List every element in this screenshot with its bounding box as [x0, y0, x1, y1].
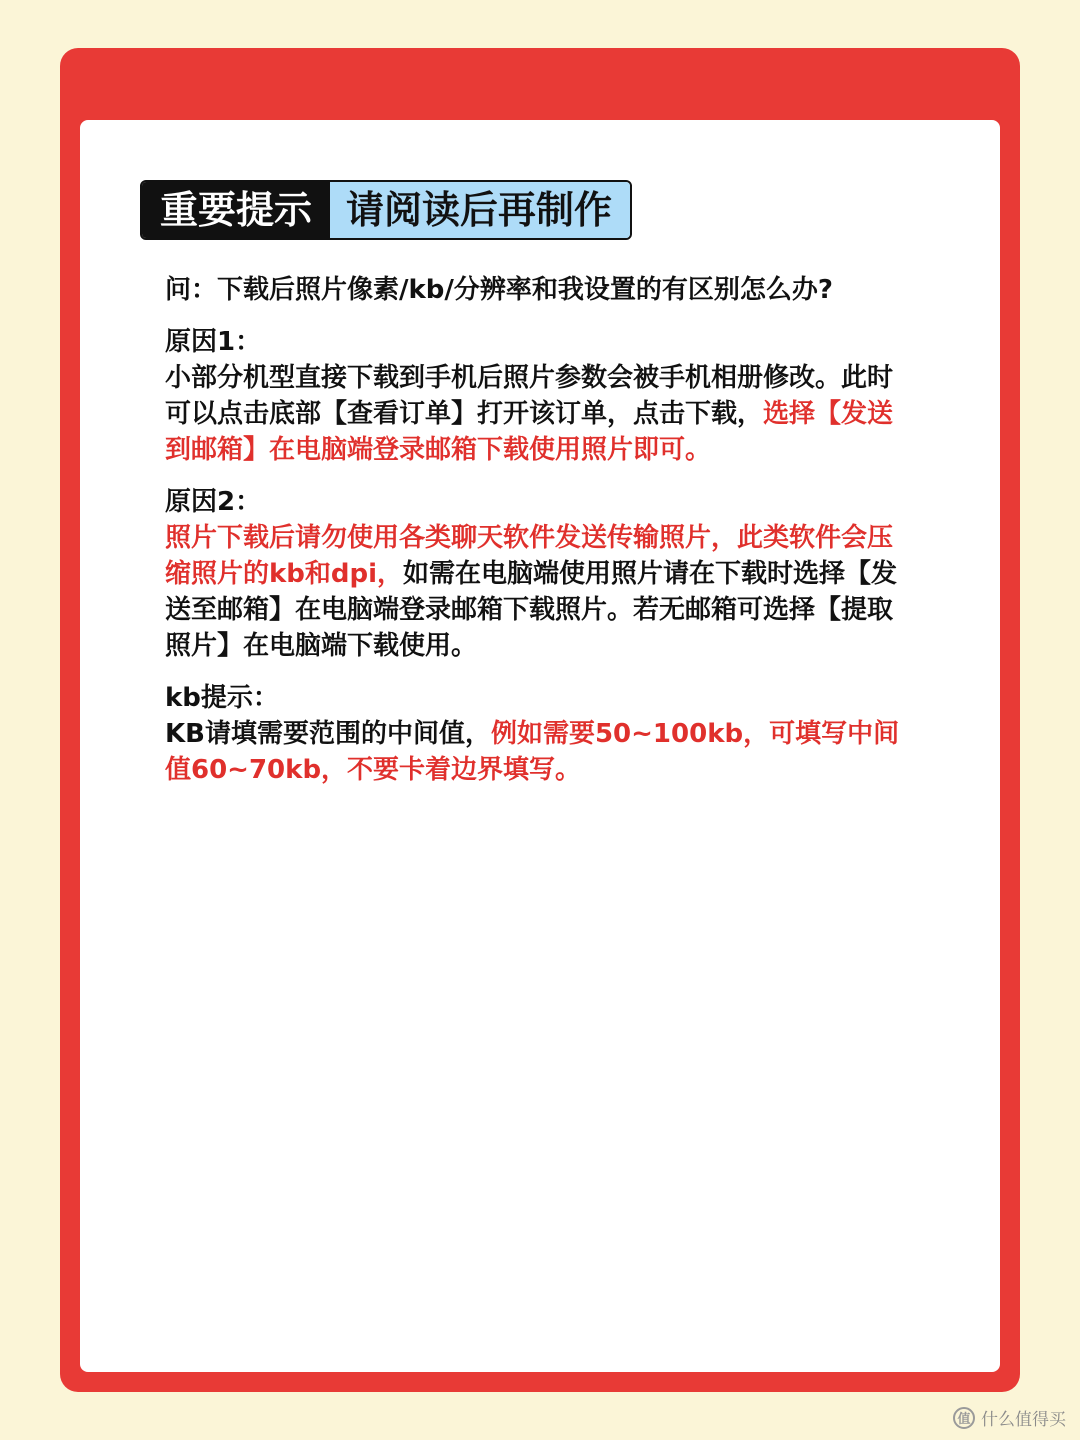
reason-1-highlight: 选择【发送到邮箱】在电脑端登录邮箱下载使用照片即可。 — [165, 399, 894, 465]
reason-2-highlight: 照片下载后请勿使用各类聊天软件发送传输照片，此类软件会压缩照片的kb和dpi， — [165, 523, 894, 589]
reason-1-block — [165, 324, 910, 468]
reason-1-text: 小部分机型直接下载到手机后照片参数会被手机相册修改。此时可以点击底部【查看订单】打开该订单，点击下载， — [165, 363, 894, 429]
kb-tip-title: kb提示： — [165, 683, 279, 713]
question-text: 问：下载后照片像素/kb/分辨率和我设置的有区别怎么办? — [165, 275, 833, 305]
kb-tip-body — [165, 716, 910, 788]
reason-2-block — [165, 484, 910, 664]
watermark-text: 什么值得买 — [981, 1410, 1066, 1430]
notice-banner — [140, 180, 632, 240]
reason-2-text: 如需在电脑端使用照片请在下载时选择【发送至邮箱】在电脑端登录邮箱下载照片。若无邮箱可选择【提取照片】在电脑端下载使用。 — [165, 559, 898, 661]
notice-content — [165, 272, 910, 804]
kb-tip-text: KB请填需要范围的中间值， — [165, 719, 491, 749]
reason-2-body — [165, 520, 910, 664]
reason-1-title: 原因1： — [165, 327, 262, 357]
banner-read-first-label: 请阅读后再制作 — [330, 182, 630, 238]
banner-important-label: 重要提示 — [142, 182, 330, 238]
reason-1-body — [165, 360, 910, 468]
reason-2-title: 原因2： — [165, 487, 262, 517]
watermark-logo-icon: 值 — [953, 1407, 975, 1429]
kb-tip-block — [165, 680, 910, 788]
watermark — [953, 1405, 1066, 1430]
kb-tip-highlight: 例如需要50~100kb，可填写中间值60~70kb，不要卡着边界填写。 — [165, 719, 900, 785]
